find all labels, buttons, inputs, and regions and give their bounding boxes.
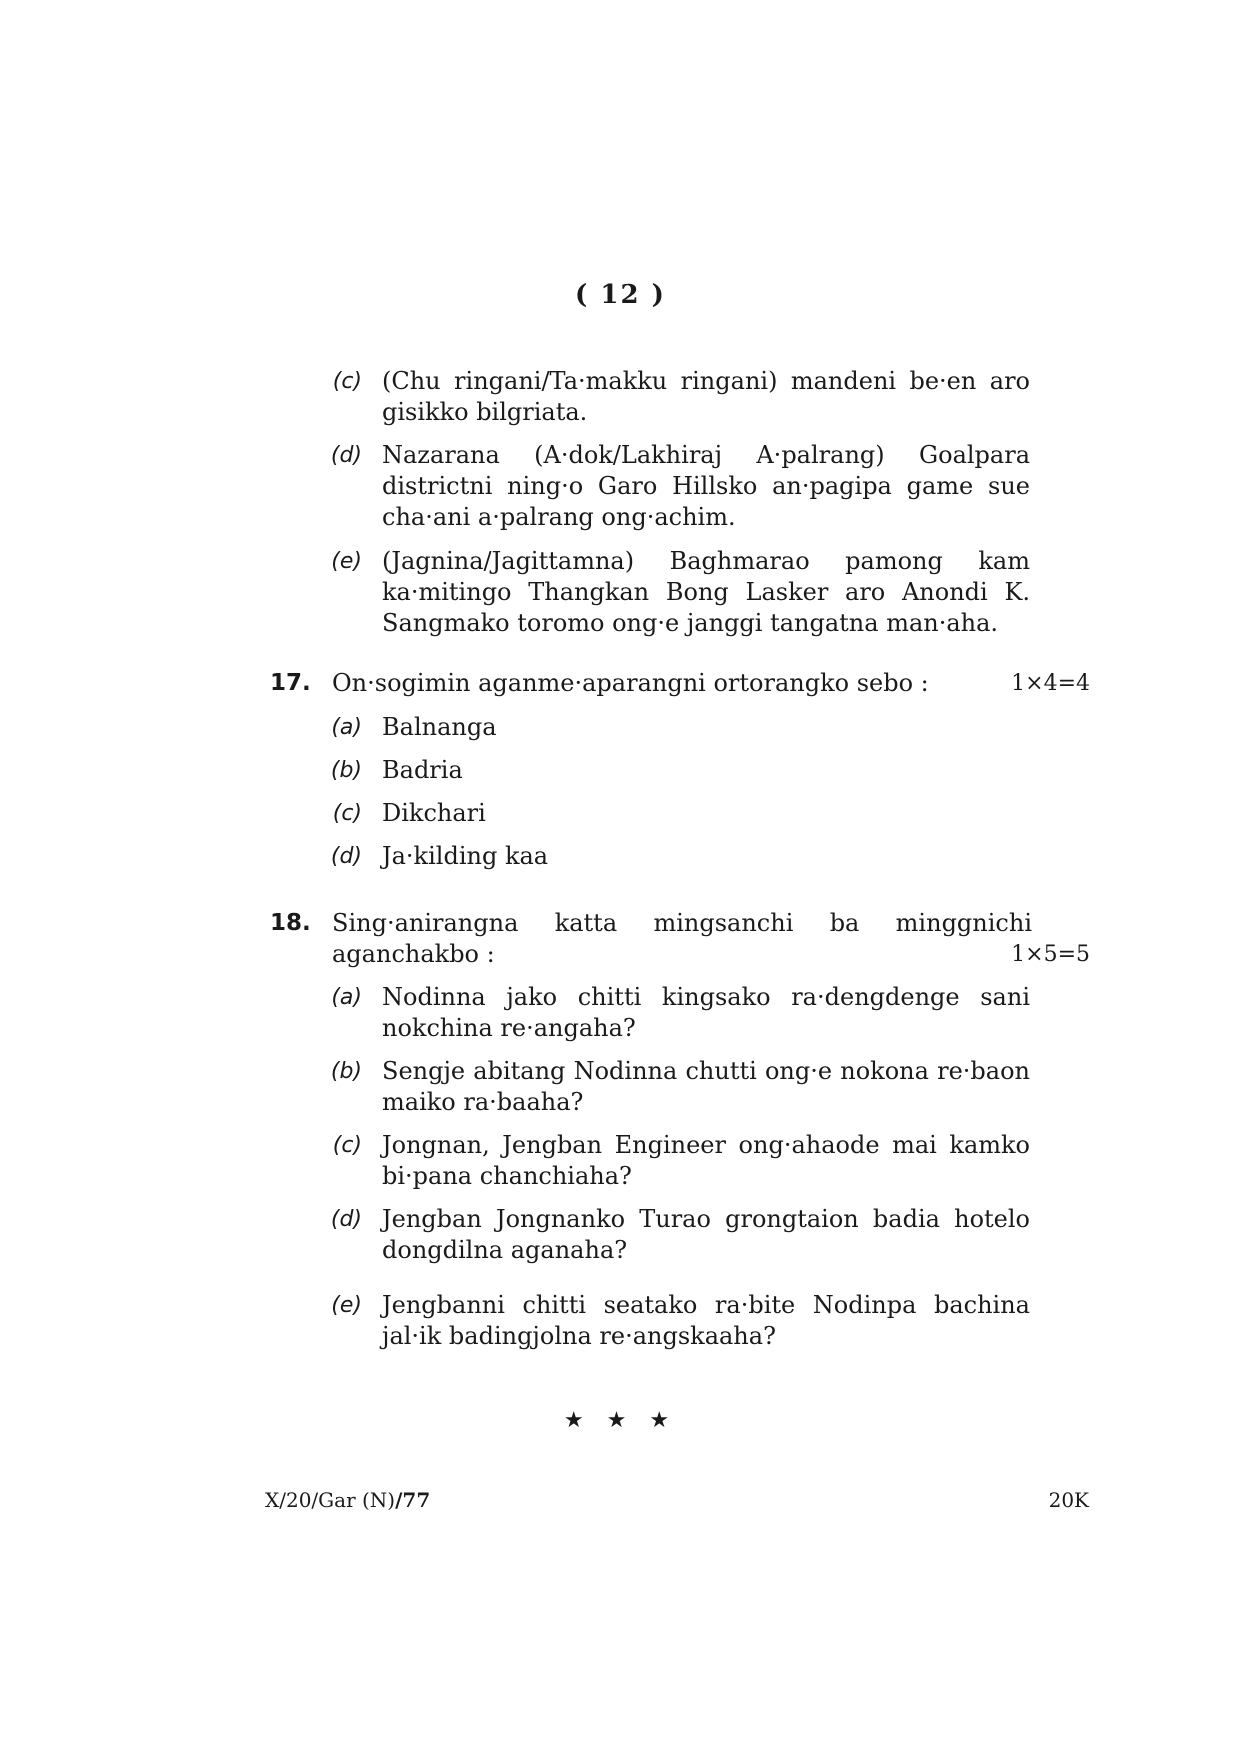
item-text: Balnanga xyxy=(382,713,497,741)
question-text-line2: aganchakbo : xyxy=(332,940,495,968)
question-marks: 1×4=4 xyxy=(1011,671,1090,696)
item-label: (c) xyxy=(332,801,362,826)
footer-print-count: 20K xyxy=(1048,1488,1089,1512)
q16-item-d xyxy=(330,440,1030,533)
item-text: Nodinna jako chitti kingsako ra·dengdenge sani nokchina re·angaha? xyxy=(382,983,1030,1042)
item-label: (e) xyxy=(331,549,362,574)
q18-item-b xyxy=(330,1056,1030,1118)
item-label: (a) xyxy=(331,985,362,1010)
item-label: (c) xyxy=(332,1133,362,1158)
footer-code-number: /77 xyxy=(395,1488,431,1512)
q18-item-c xyxy=(330,1130,1030,1192)
item-text: (Chu ringani/Ta·makku ringani) mandeni be·en aro gisikko bilgriata. xyxy=(382,367,1030,426)
item-label: (e) xyxy=(331,1293,362,1318)
item-text: Dikchari xyxy=(382,799,486,827)
item-text: Ja·kilding kaa xyxy=(382,842,549,870)
item-text: Sengje abitang Nodinna chutti ong·e nokona re·baon maiko ra·baaha? xyxy=(382,1057,1030,1116)
q18-item-e xyxy=(330,1290,1030,1352)
question-text xyxy=(332,908,1032,970)
question-text-line1 xyxy=(332,908,1032,939)
footer-code-prefix: X/20/Gar (N) xyxy=(265,1488,396,1512)
q17-item-a xyxy=(330,712,1030,743)
question-word: katta xyxy=(554,909,618,937)
q18-item-a xyxy=(330,982,1030,1044)
question-17 xyxy=(270,668,1090,699)
end-marker: ★ ★ ★ xyxy=(563,1408,678,1433)
question-number: 17. xyxy=(270,670,311,696)
q17-item-d xyxy=(330,841,1030,872)
q16-item-e xyxy=(330,546,1030,639)
question-number: 18. xyxy=(270,910,311,936)
question-text: On·sogimin aganme·aparangni ortorangko sebo : xyxy=(332,669,929,697)
item-text: (Jagnina/Jagittamna) Baghmarao pamong kam ka·mitingo Thangkan Bong Lasker aro Anondi K. Sangmako toromo ong·e janggi tangatna man·aha. xyxy=(382,547,1030,637)
item-text: Jengbanni chitti seatako ra·bite Nodinpa bachina jal·ik badingjolna re·angskaaha? xyxy=(382,1291,1030,1350)
footer-paper-code xyxy=(265,1488,430,1512)
question-word: Sing·anirangna xyxy=(332,909,519,937)
q18-item-d xyxy=(330,1204,1030,1266)
item-text: Nazarana (A·dok/Lakhiraj A·palrang) Goalpara districtni ning·o Garo Hillsko an·pagipa game sue cha·ani a·palrang ong·achim. xyxy=(382,441,1030,531)
page-number: ( 12 ) xyxy=(575,280,666,310)
item-label: (d) xyxy=(330,844,362,869)
item-label: (d) xyxy=(330,1207,362,1232)
question-18 xyxy=(270,908,1090,970)
q17-item-b xyxy=(330,755,1030,786)
item-label: (a) xyxy=(331,715,362,740)
item-text: Badria xyxy=(382,756,463,784)
question-word: minggnichi xyxy=(895,909,1032,937)
item-text: Jengban Jongnanko Turao grongtaion badia hotelo dongdilna aganaha? xyxy=(382,1205,1030,1264)
item-label: (c) xyxy=(332,369,362,394)
q17-item-c xyxy=(330,798,1030,829)
item-text: Jongnan, Jengban Engineer ong·ahaode mai kamko bi·pana chanchiaha? xyxy=(382,1131,1030,1190)
question-word: mingsanchi xyxy=(653,909,794,937)
item-label: (b) xyxy=(330,758,362,783)
question-marks: 1×5=5 xyxy=(1011,942,1090,967)
q16-item-c xyxy=(330,366,1030,428)
item-label: (b) xyxy=(330,1059,362,1084)
question-word: ba xyxy=(829,909,860,937)
item-label: (d) xyxy=(330,443,362,468)
